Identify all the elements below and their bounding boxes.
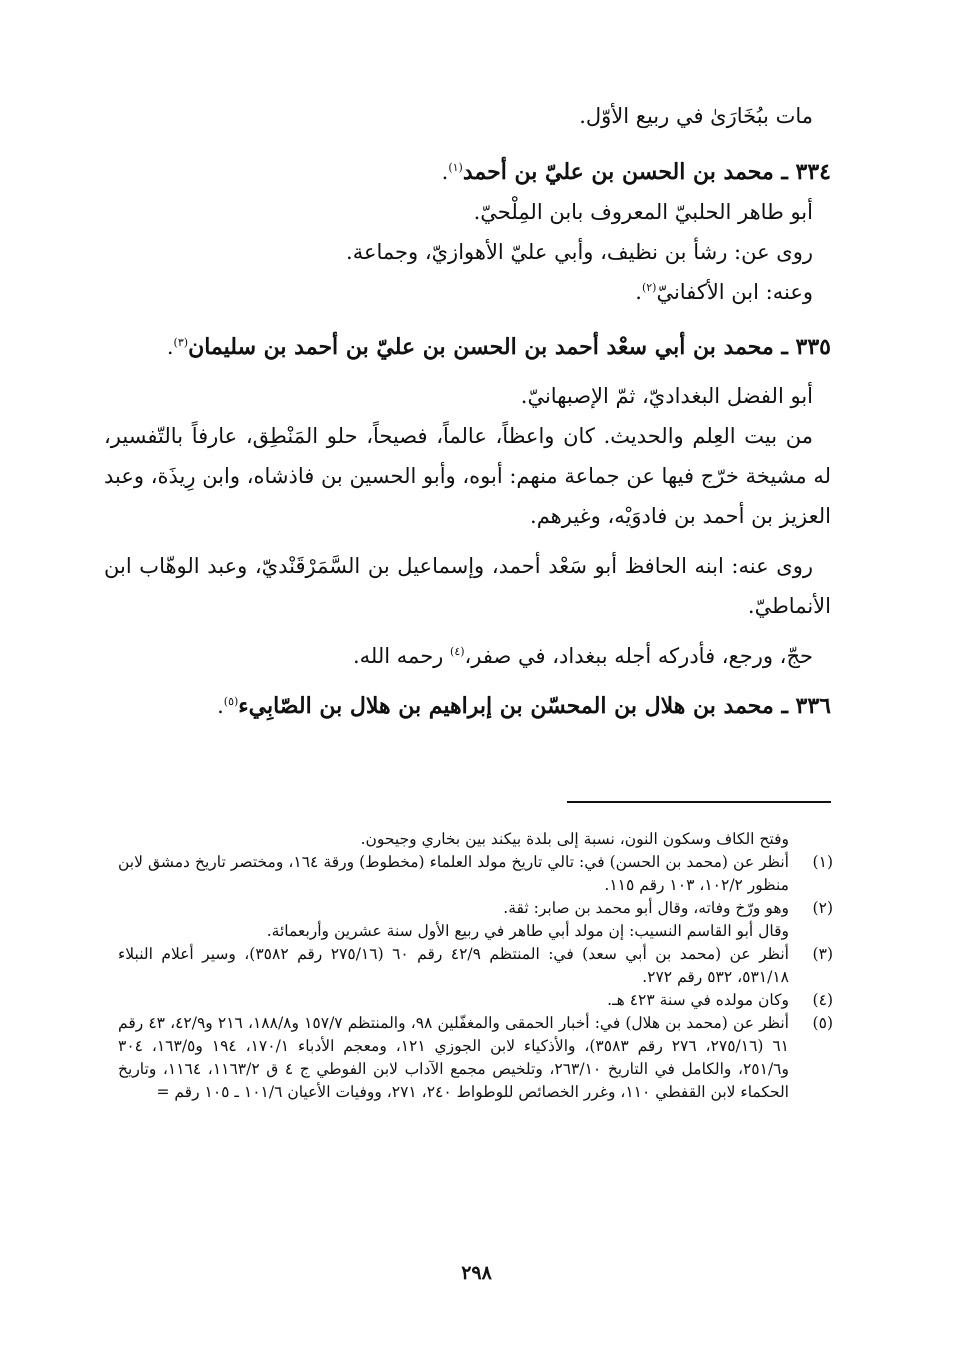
footnote-separator	[567, 801, 831, 803]
footnote-3-number: (٣)	[812, 945, 833, 963]
footnote-4	[118, 989, 833, 1012]
footnote-ref-4: (٤)	[450, 645, 465, 658]
entry-334-title: ٣٣٤ ـ محمد بن الحسن بن عليّ بن أحمد	[462, 159, 831, 185]
page-number: ٢٩٨	[461, 1262, 492, 1284]
footnote-1-text: أنظر عن (محمد بن الحسن) في: تالي تاريخ مولد العلماء (مخطوط) ورقة ١٦٤، ومختصر تاريخ دمشق لابن منظور ١٠٢/٢، ١٠٣ رقم ١١٥.	[118, 853, 789, 894]
footnote-continued: وفتح الكاف وسكون النون، نسبة إلى بلدة بيكند بين بخاري وجيحون.	[360, 830, 789, 848]
continuation-line: مات ببُخَارَىٰ في ربيع الأوّل.	[579, 104, 813, 128]
footnote-5	[118, 1012, 833, 1104]
entry-335-heading-end: .	[166, 335, 174, 359]
footnote-ref-5: (٥)	[223, 695, 239, 708]
entry-334-narrated-from: روى عن: رشأ بن نظيف، وأبي عليّ الأهوازيّ، وجماعة.	[346, 240, 813, 264]
footnote-1-number: (١)	[812, 853, 833, 871]
entry-335-death-end: رحمه الله.	[353, 644, 444, 668]
footnote-2-continued: وقال أبو القاسم النسيب: إن مولد أبي طاهر في ربيع الأول سنة عشرين وأربعمائة.	[266, 922, 789, 940]
entry-335-biography: من بيت العِلم والحديث. كان واعظاً، عالماً، فصيحاً، حلو المَنْطِق، عارفاً بالتّفسير، له مشيخة خرّج فيها عن جماعة منهم: أبوه، وأبو الحسين بن فاذشاه، وابن رِيذَة، وعبد العزيز بن أحمد بن فادوَيْه، وغيرهم.	[104, 424, 831, 528]
entry-334-heading-end: .	[441, 160, 449, 184]
footnote-2	[118, 897, 833, 920]
entry-335-heading	[104, 328, 831, 366]
footnote-3-text: أنظر عن (محمد بن أبي سعد) في: المنتظم ٤٢/٩ رقم ٦٠ (٢٧٥/١٦ رقم ٣٥٨٢)، وسير أعلام النبلاء ٥٣١/١٨، ٥٣٢ رقم ٢٧٢.	[118, 945, 789, 986]
entry-334-narrators-text: وعنه: ابن الأكفانيّ	[656, 280, 813, 304]
entry-336-heading-end: .	[217, 694, 224, 718]
footnote-2-number: (٢)	[812, 899, 833, 917]
footnote-5-text: أنظر عن (محمد بن هلال) في: أخبار الحمقى والمغفّلين ٩٨، والمنتظم ١٥٧/٧ و١٨٨/٨، ٢١٦ و٤٢/٩، ٤٣ رقم ٦١ (٢٧٥/١٦، ٢٧٦ رقم ٣٥٨٣)، والأذكياء لابن الجوزي ١٢١، ومعجم الأدباء ١٧٠/١، ١٩٤ و١٦٣/٥، ٣٠٤ و٢٥١/٦، والكامل في التاريخ ٢٦٣/١٠، وتلخيص مجمع الآداب لابن الفوطي ج ٤ ق ١١٦٣/٢، ١١٦٤، وتاريخ الحكماء لابن القفطي ١١٠، وغرر الخصائص للوطواط ٢٤٠، ٢٧١، ووفيات الأعيان ١٠١/٦ ـ ١٠٥ رقم =	[118, 1014, 789, 1101]
entry-335-narrators: روى عنه: ابنه الحافظ أبو سَعْد أحمد، وإسماعيل بن السَّمَرْقَنْديّ، وعبد الوهّاب ابن الأنماطيّ.	[104, 554, 831, 618]
entry-336-title: ٣٣٦ ـ محمد بن هلال بن المحسّن بن إبراهيم بن هلال بن الصّابِيء	[238, 693, 831, 719]
entry-335-kunya: أبو الفضل البغداديّ، ثمّ الإصبهانيّ.	[520, 384, 813, 408]
footnote-5-number: (٥)	[812, 1014, 833, 1032]
entry-334-heading	[104, 152, 831, 192]
footnote-ref-2: (٢)	[641, 281, 657, 294]
entry-335-death-text: حجّ، ورجع، فأدركه أجله ببغداد، في صفر،	[464, 644, 813, 668]
footnote-ref-1: (١)	[448, 161, 463, 174]
entry-334-narrators-end: .	[635, 280, 642, 304]
entry-335-death	[104, 636, 831, 676]
footnote-4-number: (٤)	[812, 991, 833, 1009]
footnote-ref-3: (٣)	[173, 336, 189, 349]
footnote-4-text: وكان مولده في سنة ٤٢٣ هـ.	[607, 991, 789, 1009]
footnotes	[118, 828, 833, 1104]
entry-335-title: ٣٣٥ ـ محمد بن أبي سعْد أحمد بن الحسن بن عليّ بن أحمد بن سليمان	[188, 334, 831, 360]
entry-336-heading	[104, 686, 831, 726]
footnote-1	[118, 851, 833, 897]
footnote-3	[118, 943, 833, 989]
entry-334-narrators	[104, 272, 831, 312]
main-text	[104, 96, 831, 726]
entry-334-kunya: أبو طاهر الحلبيّ المعروف بابن المِلْحيّ.	[473, 200, 813, 224]
footnote-2-text: وهو ورّخ وفاته، وقال أبو محمد بن صابر: ثقة.	[503, 899, 789, 917]
